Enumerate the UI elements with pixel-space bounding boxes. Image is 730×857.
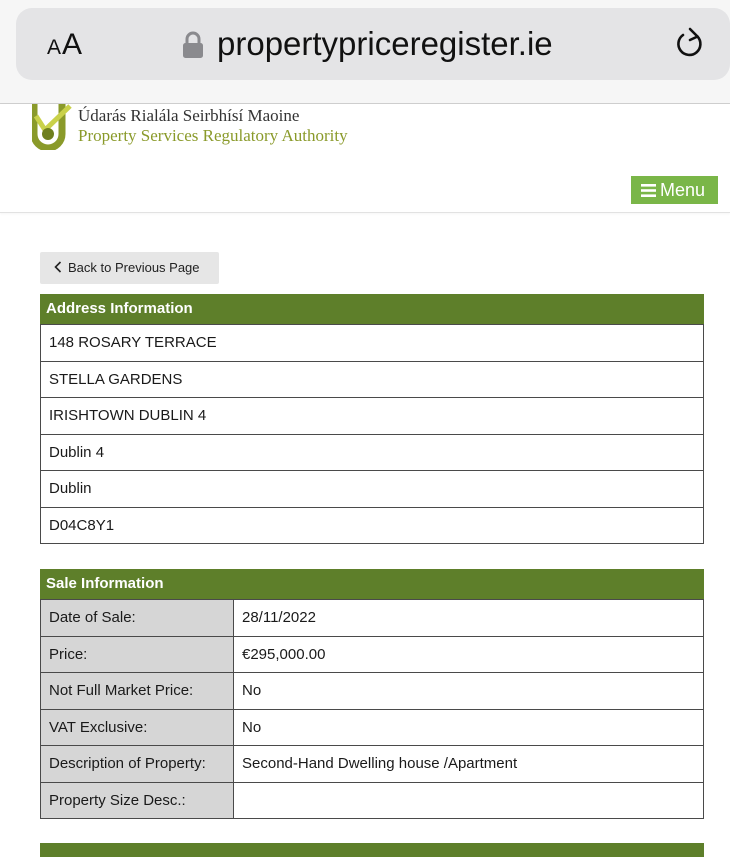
sale-value-date: 28/11/2022 bbox=[234, 600, 704, 637]
lock-icon bbox=[182, 30, 204, 60]
reload-icon[interactable] bbox=[673, 26, 707, 62]
address-line-2: STELLA GARDENS bbox=[41, 361, 704, 398]
table-row bbox=[41, 471, 704, 508]
table-row bbox=[41, 782, 704, 819]
sale-label-description: Description of Property: bbox=[41, 746, 234, 783]
sale-heading: Sale Information bbox=[40, 569, 704, 599]
address-table bbox=[40, 324, 704, 544]
table-row bbox=[41, 398, 704, 435]
address-line-3: IRISHTOWN DUBLIN 4 bbox=[41, 398, 704, 435]
sale-label-date: Date of Sale: bbox=[41, 600, 234, 637]
address-panel bbox=[40, 294, 704, 544]
site-header bbox=[0, 104, 730, 213]
sale-label-vat: VAT Exclusive: bbox=[41, 709, 234, 746]
back-button[interactable] bbox=[40, 252, 219, 284]
table-row bbox=[41, 709, 704, 746]
sale-panel bbox=[40, 569, 704, 819]
menu-icon bbox=[641, 177, 656, 205]
psra-logo-icon[interactable] bbox=[32, 104, 74, 150]
table-row bbox=[41, 600, 704, 637]
sale-label-not-full-market: Not Full Market Price: bbox=[41, 673, 234, 710]
address-heading: Address Information bbox=[40, 294, 704, 324]
sale-label-price: Price: bbox=[41, 636, 234, 673]
sale-value-size bbox=[234, 782, 704, 819]
sale-label-size: Property Size Desc.: bbox=[41, 782, 234, 819]
browser-toolbar bbox=[0, 0, 730, 104]
address-eircode: D04C8Y1 bbox=[41, 507, 704, 544]
sale-table bbox=[40, 599, 704, 819]
table-row bbox=[41, 361, 704, 398]
address-county-area: Dublin 4 bbox=[41, 434, 704, 471]
menu-button[interactable] bbox=[631, 176, 718, 204]
chevron-left-icon bbox=[54, 253, 62, 285]
back-label: Back to Previous Page bbox=[68, 260, 200, 275]
table-row bbox=[41, 325, 704, 362]
table-row bbox=[41, 746, 704, 783]
sale-value-vat: No bbox=[234, 709, 704, 746]
sale-value-price: €295,000.00 bbox=[234, 636, 704, 673]
table-row bbox=[41, 673, 704, 710]
sale-value-not-full-market: No bbox=[234, 673, 704, 710]
url-text[interactable]: propertypriceregister.ie bbox=[217, 25, 553, 62]
table-row bbox=[41, 507, 704, 544]
address-line-1: 148 ROSARY TERRACE bbox=[41, 325, 704, 362]
address-county: Dublin bbox=[41, 471, 704, 508]
org-name-irish: Údarás Rialála Seirbhísí Maoine bbox=[78, 106, 300, 125]
table-row bbox=[41, 434, 704, 471]
text-size-button[interactable]: AA bbox=[47, 28, 84, 61]
sale-value-description: Second-Hand Dwelling house /Apartment bbox=[234, 746, 704, 783]
table-row bbox=[41, 636, 704, 673]
org-name-english: Property Services Regulatory Authority bbox=[78, 126, 348, 145]
menu-label: Menu bbox=[660, 180, 706, 200]
